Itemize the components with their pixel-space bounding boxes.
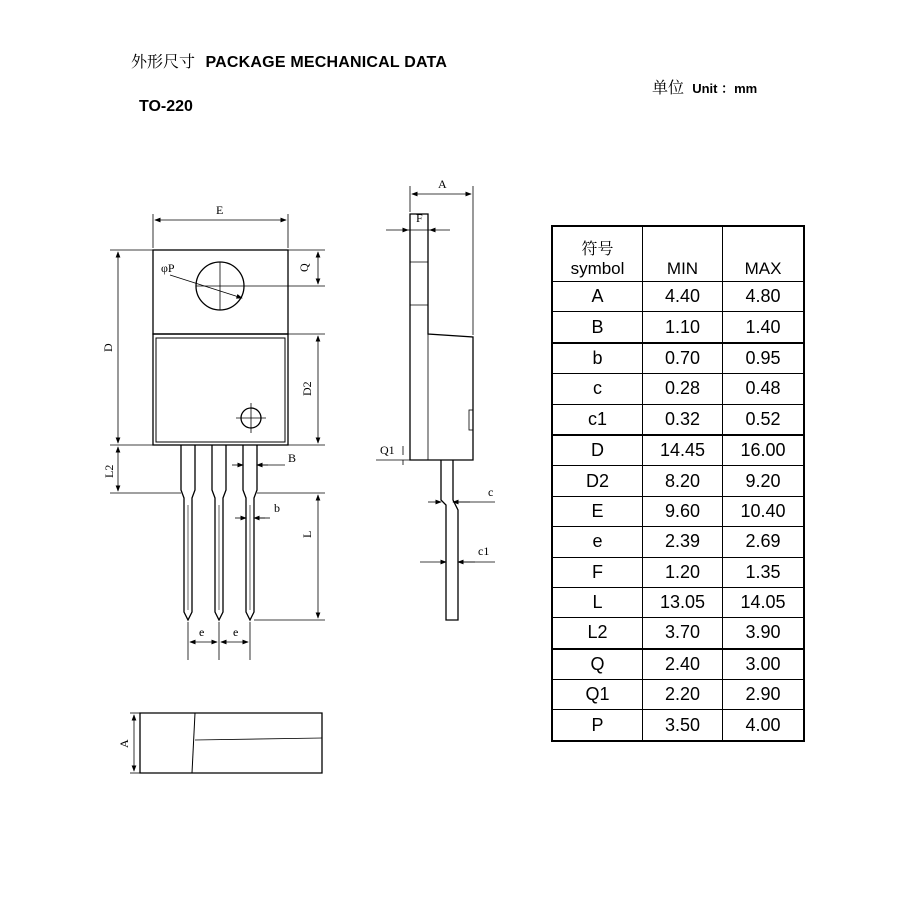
bottom-view bbox=[130, 713, 322, 773]
title-english: PACKAGE MECHANICAL DATA bbox=[205, 54, 448, 71]
table-row bbox=[552, 557, 804, 587]
cell-max: 10.40 bbox=[723, 496, 805, 526]
table-row bbox=[552, 374, 804, 404]
cell-max: 0.95 bbox=[723, 343, 805, 374]
label-c: c bbox=[488, 485, 494, 499]
cell-max: 0.48 bbox=[723, 374, 805, 404]
cell-min: 2.40 bbox=[643, 649, 723, 680]
label-F: F bbox=[416, 211, 423, 225]
table-row bbox=[552, 649, 804, 680]
cell-max: 3.00 bbox=[723, 649, 805, 680]
table-row bbox=[552, 435, 804, 466]
table-row bbox=[552, 312, 804, 343]
cell-max: 16.00 bbox=[723, 435, 805, 466]
cell-max: 3.90 bbox=[723, 618, 805, 649]
label-A-bottom: A bbox=[117, 739, 131, 748]
table-row bbox=[552, 527, 804, 557]
cell-min: 0.32 bbox=[643, 404, 723, 435]
unit-chinese: 单位 bbox=[652, 78, 685, 97]
cell-min: 14.45 bbox=[643, 435, 723, 466]
cell-symbol: L2 bbox=[552, 618, 643, 649]
label-Q1: Q1 bbox=[380, 443, 395, 457]
cell-min: 9.60 bbox=[643, 496, 723, 526]
cell-min: 3.70 bbox=[643, 618, 723, 649]
label-e-1: e bbox=[199, 625, 205, 639]
label-D: D bbox=[101, 343, 115, 352]
label-Q: Q bbox=[297, 263, 311, 272]
cell-max: 4.00 bbox=[723, 710, 805, 741]
label-B: B bbox=[288, 451, 297, 465]
label-D2: D2 bbox=[300, 381, 314, 396]
cell-max: 14.05 bbox=[723, 587, 805, 617]
title-chinese: 外形尺寸 bbox=[131, 52, 196, 71]
label-b: b bbox=[274, 501, 280, 515]
package-name: TO-220 bbox=[139, 98, 193, 115]
front-leads bbox=[181, 445, 257, 620]
table-row bbox=[552, 282, 804, 312]
label-A-side: A bbox=[438, 177, 447, 191]
cell-max: 1.40 bbox=[723, 312, 805, 343]
label-c1: c1 bbox=[478, 544, 490, 558]
label-e-2: e bbox=[233, 625, 239, 639]
table-row bbox=[552, 618, 804, 649]
unit-english: Unit ：mm bbox=[692, 81, 758, 96]
cell-symbol: D2 bbox=[552, 466, 643, 496]
cell-min: 4.40 bbox=[643, 282, 723, 312]
front-view bbox=[110, 214, 325, 660]
cell-min: 1.20 bbox=[643, 557, 723, 587]
table-row bbox=[552, 404, 804, 435]
cell-max: 9.20 bbox=[723, 466, 805, 496]
cell-min: 8.20 bbox=[643, 466, 723, 496]
cell-symbol: Q1 bbox=[552, 680, 643, 710]
table-row bbox=[552, 466, 804, 496]
cell-max: 4.80 bbox=[723, 282, 805, 312]
table-row bbox=[552, 710, 804, 741]
cell-symbol: c1 bbox=[552, 404, 643, 435]
table-row bbox=[552, 343, 804, 374]
cell-min: 2.39 bbox=[643, 527, 723, 557]
table-header-row bbox=[552, 226, 804, 282]
header-symbol-cn: 符号 bbox=[581, 239, 614, 258]
cell-min: 1.10 bbox=[643, 312, 723, 343]
cell-symbol: F bbox=[552, 557, 643, 587]
table-row bbox=[552, 587, 804, 617]
cell-symbol: A bbox=[552, 282, 643, 312]
table-row bbox=[552, 496, 804, 526]
cell-min: 3.50 bbox=[643, 710, 723, 741]
label-phiP: φP bbox=[161, 261, 175, 275]
label-L2: L2 bbox=[102, 464, 116, 478]
label-L: L bbox=[300, 530, 314, 538]
cell-min: 0.70 bbox=[643, 343, 723, 374]
cell-symbol: E bbox=[552, 496, 643, 526]
cell-min: 0.28 bbox=[643, 374, 723, 404]
cell-min: 2.20 bbox=[643, 680, 723, 710]
cell-max: 2.90 bbox=[723, 680, 805, 710]
header-min: MIN bbox=[643, 226, 723, 282]
cell-symbol: Q bbox=[552, 649, 643, 680]
cell-max: 1.35 bbox=[723, 557, 805, 587]
cell-symbol: B bbox=[552, 312, 643, 343]
header-symbol-en: symbol bbox=[570, 259, 625, 278]
dimension-table bbox=[551, 225, 805, 742]
cell-symbol: c bbox=[552, 374, 643, 404]
label-E: E bbox=[216, 203, 224, 217]
cell-symbol: e bbox=[552, 527, 643, 557]
cell-symbol: b bbox=[552, 343, 643, 374]
table-row bbox=[552, 680, 804, 710]
cell-max: 0.52 bbox=[723, 404, 805, 435]
cell-max: 2.69 bbox=[723, 527, 805, 557]
cell-symbol: L bbox=[552, 587, 643, 617]
header-max: MAX bbox=[723, 226, 805, 282]
cell-symbol: D bbox=[552, 435, 643, 466]
cell-min: 13.05 bbox=[643, 587, 723, 617]
header-symbol bbox=[552, 226, 643, 282]
cell-symbol: P bbox=[552, 710, 643, 741]
